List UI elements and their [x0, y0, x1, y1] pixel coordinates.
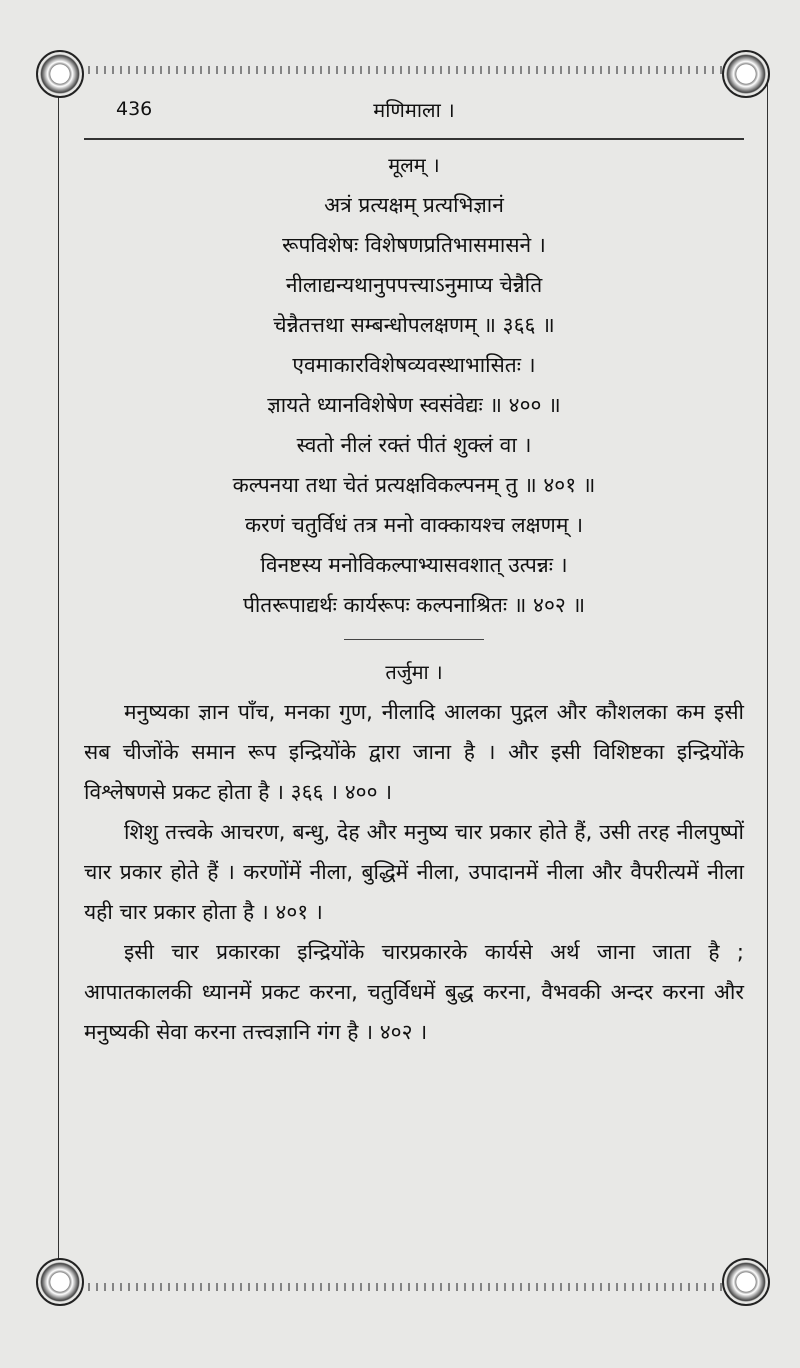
- verse-heading: मूलम् ।: [388, 153, 440, 177]
- translation-heading: तर्जुमा ।: [385, 660, 443, 684]
- verse-line: चेन्नैतत्तथा सम्बन्धोपलक्षणम् ॥ ३६६ ॥: [273, 313, 555, 337]
- verse-line: स्वतो नीलं रक्तं पीतं शुक्लं वा ।: [296, 433, 532, 457]
- verse-line: विनष्टस्य मनोविकल्पाभ्यासवशात् उत्पन्नः ।: [260, 553, 568, 577]
- corner-ornament-icon: [722, 50, 770, 98]
- translation-paragraph: शिशु तत्त्वके आचरण, बन्धु, देह और मनुष्य चार प्रकार होते हैं, उसी तरह नीलपुष्पों चार प्रकार होते हैं । करणोंमें नीला, बुद्धिमें नीला, उपादानमें नीला और वैपरीत्यमें नीला यही चार प्रकार होता है । ४०१ ।: [84, 820, 744, 924]
- verse-block: [84, 185, 744, 625]
- verse-line: नीलाद्यन्यथानुपपत्त्याऽनुमाप्य चेन्नैति: [285, 273, 543, 297]
- corner-ornament-icon: [722, 1258, 770, 1306]
- verse-line: अत्रं प्रत्यक्षम् प्रत्यभिज्ञानं: [324, 193, 504, 217]
- corner-ornament-icon: [36, 50, 84, 98]
- bottom-ornament-border: [80, 1283, 740, 1291]
- page-number: 436: [116, 98, 153, 120]
- header-rule: [84, 138, 744, 140]
- translation-paragraph: मनुष्यका ज्ञान पाँच, मनका गुण, नीलादि आलका पुद्गल और कौशलका कम इसी सब चीजोंके समान रूप इन्द्रियोंके द्वारा जाना है । और इसी विशिष्टका इन्द्रियोंके विश्लेषणसे प्रकट होता है । ३६६ । ४०० ।: [84, 700, 744, 804]
- page-header: [84, 96, 744, 124]
- verse-line: ज्ञायते ध्यानविशेषेण स्वसंवेद्यः ॥ ४०० ॥: [267, 393, 561, 417]
- translation-paragraph: इसी चार प्रकारका इन्द्रियोंके चारप्रकारके कार्यसे अर्थ जाना जाता है ; आपातकालकी ध्यानमें प्रकट करना, चतुर्विधमें बुद्ध करना, वैभवकी अन्दर करना और मनुष्यकी सेवा करना तत्त्वज्ञानि गंग है । ४०२ ।: [84, 940, 744, 1044]
- running-title: मणिमाला ।: [373, 98, 455, 122]
- verse-line: कल्पनया तथा चेतं प्रत्यक्षविकल्पनम् तु ॥ ४०१ ॥: [232, 473, 596, 497]
- page-content: [84, 145, 744, 1052]
- verse-line: पीतरूपाद्यर्थः कार्यरूपः कल्पनाश्रितः ॥ ४०२ ॥: [242, 593, 586, 617]
- top-ornament-border: [80, 66, 740, 74]
- verse-line: करणं चतुर्विधं तत्र मनो वाक्कायश्च लक्षणम् ।: [244, 513, 584, 537]
- corner-ornament-icon: [36, 1258, 84, 1306]
- verse-line: एवमाकारविशेषव्यवस्थाभासितः ।: [292, 353, 536, 377]
- verse-line: रूपविशेषः विशेषणप्रतिभासमासने ।: [282, 233, 546, 257]
- section-divider: [344, 639, 484, 640]
